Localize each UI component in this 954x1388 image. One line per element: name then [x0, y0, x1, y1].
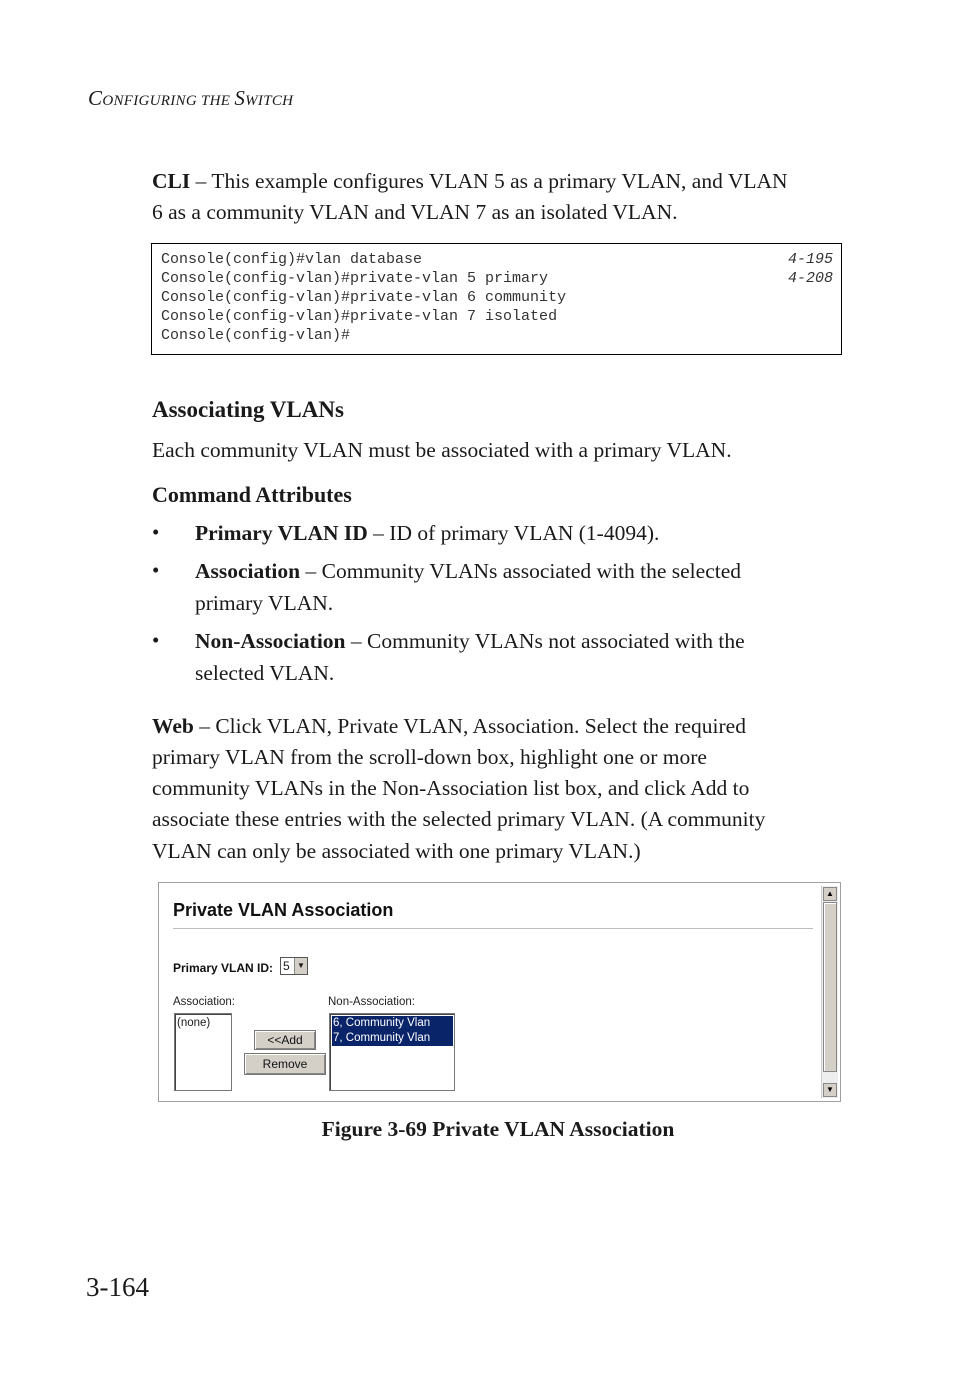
association-listbox[interactable] [174, 1013, 232, 1091]
bullet-item: Non-Association – Community VLANs not associated with the [195, 629, 745, 653]
figure-caption: Figure 3-69 Private VLAN Association [321, 1117, 675, 1141]
bullet-item: Association – Community VLANs associated with the selected [195, 559, 742, 583]
title-divider [173, 928, 813, 929]
association-label: Association: [173, 996, 236, 1008]
primary-vlan-id-value: 5 [283, 959, 290, 973]
web-paragraph-line-4: associate these entries with the selected primary VLAN. (A community [152, 807, 766, 831]
remove-button[interactable]: Remove [244, 1053, 326, 1075]
add-button[interactable]: <<Add [254, 1030, 316, 1050]
running-head: CONFIGURING THE SWITCH [88, 86, 294, 110]
code-line: Console(config-vlan)#private-vlan 5 primary [161, 270, 549, 287]
web-paragraph-line-5: VLAN can only be associated with one primary VLAN.) [152, 839, 641, 863]
primary-vlan-id-select[interactable] [280, 957, 308, 975]
web-paragraph-line-2: primary VLAN from the scroll-down box, highlight one or more [152, 745, 707, 769]
bullet-item-continuation: primary VLAN. [195, 591, 334, 615]
private-vlan-association-screenshot [158, 882, 841, 1102]
scrollbar-thumb[interactable] [823, 902, 837, 1072]
section-intro: Each community VLAN must be associated with a primary VLAN. [152, 438, 732, 462]
code-line: Console(config)#vlan database [161, 251, 423, 268]
bullet-marker: • [152, 520, 160, 544]
web-label: Web [152, 714, 194, 738]
attributes-heading: Command Attributes [152, 482, 352, 507]
section-heading: Associating VLANs [152, 397, 344, 422]
page-number: 3-164 [86, 1272, 149, 1302]
code-line: Console(config-vlan)#private-vlan 7 isolated [161, 308, 558, 325]
dropdown-arrow-icon[interactable]: ▼ [294, 958, 307, 974]
bullet-item: Primary VLAN ID – ID of primary VLAN (1-4094). [195, 521, 660, 545]
non-association-label: Non-Association: [328, 996, 415, 1008]
cli-paragraph-line-1: CLI – This example configures VLAN 5 as a primary VLAN, and VLAN [152, 169, 788, 193]
cli-label: CLI [152, 169, 191, 193]
list-item[interactable]: 6, Community Vlan [332, 1016, 453, 1031]
web-paragraph-line-1: Web – Click VLAN, Private VLAN, Association. Select the required [152, 714, 746, 738]
code-line: Console(config-vlan)# [161, 327, 351, 344]
vertical-scrollbar[interactable] [821, 886, 838, 1098]
code-line: Console(config-vlan)#private-vlan 6 community [161, 289, 567, 306]
code-reference: 4-195 [787, 251, 833, 268]
bullet-marker: • [152, 628, 160, 652]
scroll-down-icon[interactable]: ▼ [823, 1083, 837, 1097]
code-reference: 4-208 [787, 270, 833, 287]
web-paragraph-line-3: community VLANs in the Non-Association list box, and click Add to [152, 776, 750, 800]
list-item[interactable]: (none) [177, 1017, 211, 1029]
code-example [151, 243, 842, 355]
cli-paragraph-line-2: 6 as a community VLAN and VLAN 7 as an isolated VLAN. [152, 200, 678, 224]
list-item[interactable]: 7, Community Vlan [332, 1031, 453, 1046]
bullet-marker: • [152, 558, 160, 582]
panel-title: Private VLAN Association [173, 900, 394, 920]
primary-vlan-id-label: Primary VLAN ID: [173, 961, 274, 975]
non-association-listbox[interactable] [329, 1013, 455, 1091]
bullet-item-continuation: selected VLAN. [195, 661, 335, 685]
scroll-up-icon[interactable]: ▲ [823, 887, 837, 901]
